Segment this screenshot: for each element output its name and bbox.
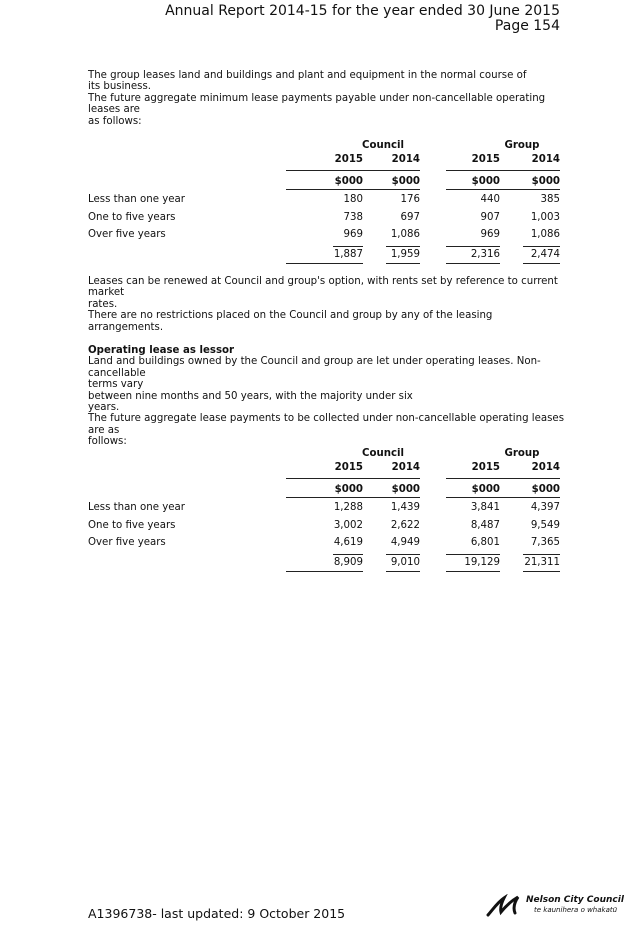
total-cell: 1,887 bbox=[333, 248, 363, 260]
year-header: 2015 bbox=[471, 462, 500, 473]
table-cell: 907 bbox=[480, 211, 500, 223]
row-label: Less than one year bbox=[88, 194, 185, 205]
table-cell: 697 bbox=[400, 211, 420, 223]
column-group-header: Group bbox=[504, 448, 540, 459]
year-header: 2015 bbox=[471, 154, 500, 165]
paragraph: between nine months and 50 years, with the majority under six years. bbox=[88, 390, 413, 414]
total-rule bbox=[446, 571, 500, 572]
section-heading: Operating lease as lessor bbox=[88, 345, 235, 356]
unit-header: $000 bbox=[334, 176, 363, 187]
total-cell: 19,129 bbox=[464, 556, 500, 568]
paragraph: Leases can be renewed at Council and group's option, with rents set by reference to current market rates. bbox=[88, 276, 558, 310]
row-label: Over five years bbox=[88, 537, 166, 548]
logo-title: Nelson City Council bbox=[526, 895, 624, 905]
paragraph: Land and buildings owned by the Council and group are let under operating leases. Non-cancellable terms vary bbox=[88, 356, 541, 391]
table-cell: 8,487 bbox=[470, 519, 500, 531]
header-rule bbox=[286, 170, 420, 171]
table-cell: 1,086 bbox=[390, 229, 420, 240]
subtotal-rule bbox=[446, 246, 500, 247]
subtotal-rule bbox=[446, 554, 500, 555]
total-rule bbox=[386, 263, 420, 264]
table-cell: 1,439 bbox=[390, 502, 420, 513]
row-label: One to five years bbox=[88, 211, 176, 223]
unit-rule bbox=[446, 189, 560, 190]
total-cell: 21,311 bbox=[524, 556, 560, 568]
subtotal-rule bbox=[523, 246, 560, 247]
year-header: 2015 bbox=[334, 462, 363, 473]
table-cell: 738 bbox=[343, 211, 363, 223]
unit-header: $000 bbox=[531, 484, 560, 495]
table-cell: 3,002 bbox=[333, 519, 363, 531]
table-cell: 180 bbox=[343, 194, 363, 205]
table-cell: 1,003 bbox=[530, 211, 560, 223]
total-cell: 1,959 bbox=[390, 248, 420, 260]
council-logo bbox=[486, 894, 624, 918]
page-number: Page 154 bbox=[494, 18, 560, 34]
total-rule bbox=[286, 263, 363, 264]
total-cell: 8,909 bbox=[333, 556, 363, 568]
header-rule bbox=[286, 478, 420, 479]
table-cell: 385 bbox=[540, 194, 560, 205]
subtotal-rule bbox=[386, 246, 420, 247]
unit-header: $000 bbox=[334, 484, 363, 495]
table-cell: 1,086 bbox=[530, 229, 560, 240]
unit-header: $000 bbox=[471, 484, 500, 495]
unit-rule bbox=[286, 497, 420, 498]
year-header: 2014 bbox=[531, 154, 560, 165]
year-header: 2014 bbox=[531, 462, 560, 473]
lessee-notes bbox=[88, 276, 568, 333]
row-label: Over five years bbox=[88, 229, 166, 240]
total-rule bbox=[446, 263, 500, 264]
total-rule bbox=[386, 571, 420, 572]
unit-rule bbox=[446, 497, 560, 498]
table-cell: 1,288 bbox=[333, 502, 363, 513]
subtotal-rule bbox=[333, 246, 363, 247]
row-label: Less than one year bbox=[88, 502, 185, 513]
year-header: 2014 bbox=[391, 154, 420, 165]
header-rule bbox=[446, 478, 560, 479]
row-label: One to five years bbox=[88, 519, 176, 531]
paragraph: There are no restrictions placed on the Council and group by any of the leasing arrangements. bbox=[88, 310, 493, 333]
table-cell: 176 bbox=[400, 194, 420, 205]
paragraph: The future aggregate lease payments to be collected under non-cancellable operating leases are as follows: bbox=[88, 413, 565, 448]
table-cell: 4,619 bbox=[333, 537, 363, 548]
table-cell: 4,949 bbox=[390, 537, 420, 548]
unit-header: $000 bbox=[391, 484, 420, 495]
column-group-header: Council bbox=[361, 448, 404, 459]
lessee-table bbox=[88, 140, 568, 270]
lessor-section bbox=[88, 345, 568, 448]
subtotal-rule bbox=[386, 554, 420, 555]
paragraph: The group leases land and buildings and plant and equipment in the normal course of its business. bbox=[88, 70, 527, 93]
subtotal-rule bbox=[333, 554, 363, 555]
total-cell: 2,474 bbox=[530, 248, 560, 260]
page-header bbox=[165, 4, 560, 34]
table-cell: 7,365 bbox=[530, 537, 560, 548]
logo-subtitle: te kaunihera o whakatū bbox=[534, 906, 618, 914]
unit-header: $000 bbox=[471, 176, 500, 187]
document-reference: A1396738- last updated: 9 October 2015 bbox=[88, 906, 346, 921]
table-cell: 969 bbox=[480, 229, 500, 240]
total-cell: 9,010 bbox=[390, 556, 420, 568]
lessee-intro bbox=[88, 70, 568, 127]
total-cell: 2,316 bbox=[470, 248, 500, 260]
table-cell: 2,622 bbox=[390, 519, 420, 531]
column-group-header: Group bbox=[504, 140, 540, 151]
table-cell: 6,801 bbox=[470, 537, 500, 548]
table-cell: 4,397 bbox=[530, 502, 560, 513]
paragraph: The future aggregate minimum lease payments payable under non-cancellable operating leases are as follows: bbox=[88, 92, 546, 127]
table-cell: 440 bbox=[480, 194, 500, 205]
table-cell: 9,549 bbox=[530, 519, 560, 531]
report-title: Annual Report 2014-15 for the year ended 30 June 2015 bbox=[165, 3, 560, 19]
column-group-header: Council bbox=[361, 140, 404, 151]
table-cell: 3,841 bbox=[470, 502, 500, 513]
total-rule bbox=[523, 263, 560, 264]
total-rule bbox=[523, 571, 560, 572]
table-cell: 969 bbox=[343, 229, 363, 240]
lessor-table bbox=[88, 448, 568, 578]
council-logo-mark-icon bbox=[486, 894, 526, 918]
year-header: 2014 bbox=[391, 462, 420, 473]
subtotal-rule bbox=[523, 554, 560, 555]
total-rule bbox=[286, 571, 363, 572]
unit-rule bbox=[286, 189, 420, 190]
header-rule bbox=[446, 170, 560, 171]
unit-header: $000 bbox=[531, 176, 560, 187]
unit-header: $000 bbox=[391, 176, 420, 187]
year-header: 2015 bbox=[334, 154, 363, 165]
